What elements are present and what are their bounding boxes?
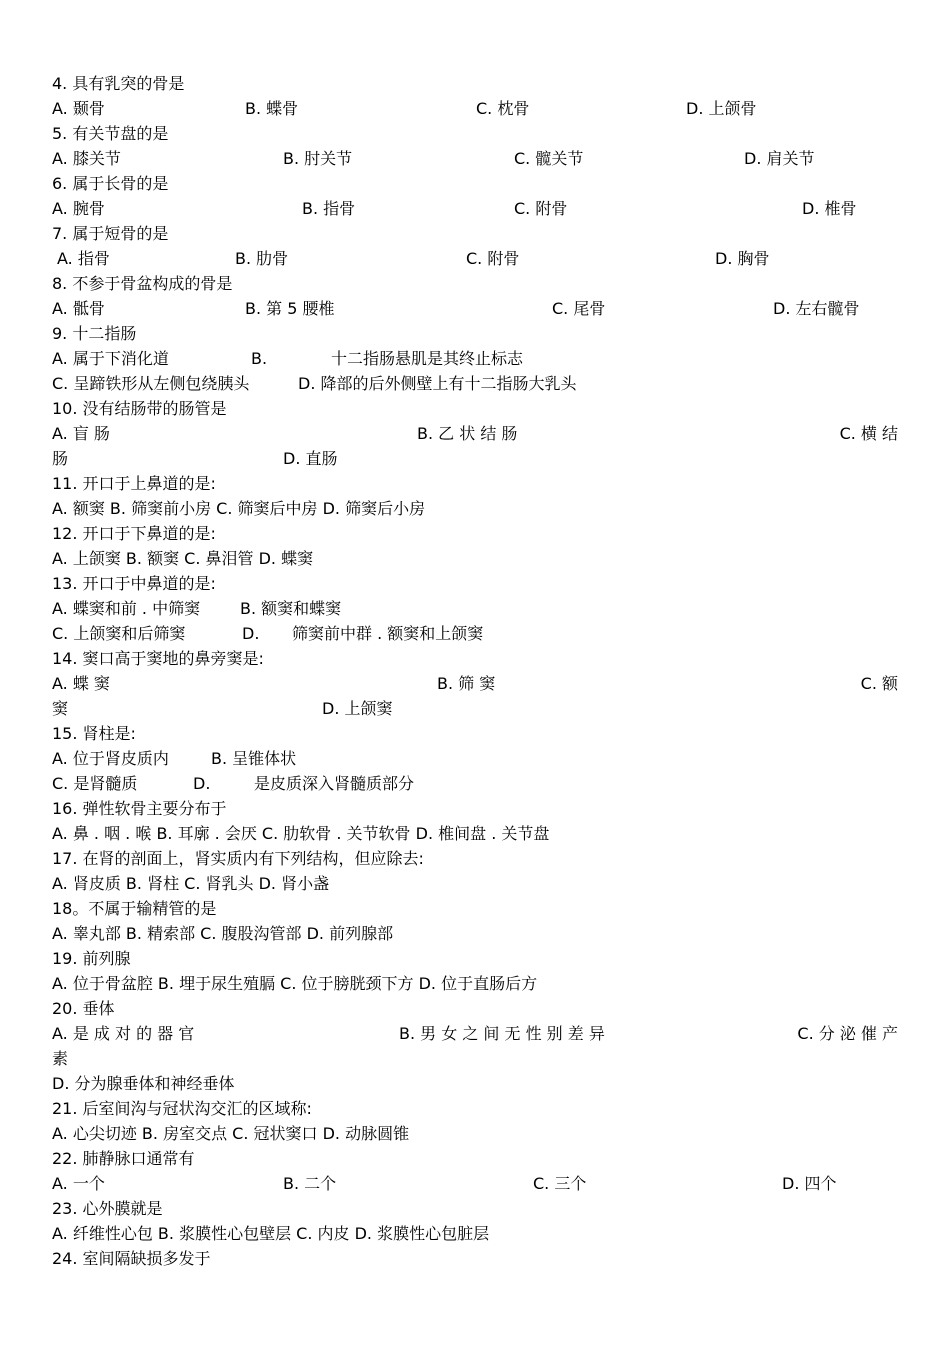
text-segment: B. 第 5 腰椎 [245,299,335,318]
text-segment: A. 位于骨盆腔 B. 埋于尿生殖膈 C. 位于膀胱颈下方 D. 位于直肠后方 [52,974,538,993]
text-line [0,796,950,821]
text-line [0,721,950,746]
text-line [0,971,950,996]
text-line [0,146,950,171]
text-segment: A. 一个 [52,1174,105,1193]
text-line [0,621,950,646]
text-segment: A. 肾皮质 B. 肾柱 C. 肾乳头 D. 肾小盏 [52,874,330,893]
text-segment: C. 尾骨 [552,299,606,318]
text-line [0,1121,950,1146]
text-segment: C. 上颌窦和后筛窦 [52,624,186,643]
text-line [0,121,950,146]
text-line [0,1146,950,1171]
text-line [0,746,950,771]
text-line [0,546,950,571]
text-line [0,446,950,471]
text-segment: 肠 [52,449,69,468]
text-segment: 17. 在肾的剖面上，肾实质内有下列结构，但应除去: [52,849,424,868]
text-segment: C. 呈蹄铁形从左侧包绕胰头 [52,374,250,393]
text-line [0,471,950,496]
text-segment: D. 降部的后外侧壁上有十二指肠大乳头 [298,374,577,393]
text-segment: D. 胸骨 [715,249,770,268]
text-segment: 22. 肺静脉口通常有 [52,1149,195,1168]
text-segment: C. 枕骨 [476,99,530,118]
text-segment: 20. 垂体 [52,999,115,1018]
text-line [0,1171,950,1196]
text-segment: D. 椎骨 [802,199,857,218]
text-line [0,571,950,596]
text-line [0,396,950,421]
text-line [0,71,950,96]
text-segment: 素 [52,1049,69,1068]
text-line [0,921,950,946]
text-line [0,596,950,621]
text-segment: B. 额窦和蝶窦 [240,599,342,618]
text-segment: B. 肘关节 [283,149,353,168]
text-segment: B. 男 女 之 间 无 性 别 差 异 [399,1024,605,1043]
text-segment: 23. 心外膜就是 [52,1199,163,1218]
text-segment: 6. 属于长骨的是 [52,174,169,193]
text-segment: C. 横 结 [839,424,898,443]
text-segment: 24. 室间隔缺损多发于 [52,1249,211,1268]
text-segment: B. 蝶骨 [245,99,299,118]
text-line [0,246,950,271]
text-line [0,171,950,196]
text-segment: D. [193,774,211,793]
text-segment: A. 额窦 B. 筛窦前小房 C. 筛窦后中房 D. 筛窦后小房 [52,499,426,518]
text-segment: D. 直肠 [283,449,338,468]
text-line [0,1196,950,1221]
text-segment: C. 分 泌 催 产 [797,1024,898,1043]
text-segment: 16. 弹性软骨主要分布于 [52,799,227,818]
text-segment: 5. 有关节盘的是 [52,124,169,143]
text-line [0,96,950,121]
text-line [0,821,950,846]
text-segment: A. 膝关节 [52,149,121,168]
text-segment: 15. 肾柱是: [52,724,136,743]
text-segment: 9. 十二指肠 [52,324,137,343]
text-segment: A. 颞骨 [52,99,105,118]
text-segment: A. 指骨 [57,249,110,268]
text-line [0,946,950,971]
text-segment: D. 分为腺垂体和神经垂体 [52,1074,235,1093]
text-segment: C. 三个 [533,1174,587,1193]
text-segment: A. 是 成 对 的 器 官 [52,1024,195,1043]
text-segment: D. [242,624,260,643]
text-segment: D. 左右髋骨 [773,299,860,318]
text-line [0,321,950,346]
text-segment: 14. 窦口高于窦地的鼻旁窦是: [52,649,264,668]
text-line [0,896,950,921]
text-line [0,671,950,696]
text-line [0,846,950,871]
text-segment: 筛窦前中群 . 额窦和上颌窦 [292,624,484,643]
text-line [0,1021,950,1046]
text-segment: A. 位于肾皮质内 [52,749,169,768]
text-segment: A. 骶骨 [52,299,105,318]
text-segment: 窦 [52,699,69,718]
text-line [0,771,950,796]
text-line [0,521,950,546]
text-line [0,1071,950,1096]
text-segment: 21. 后室间沟与冠状沟交汇的区域称: [52,1099,312,1118]
text-segment: A. 盲 肠 [52,424,110,443]
text-segment: A. 腕骨 [52,199,105,218]
text-segment: A. 上颌窦 B. 额窦 C. 鼻泪管 D. 蝶窦 [52,549,314,568]
text-segment: 4. 具有乳突的骨是 [52,74,185,93]
text-segment: C. 髋关节 [514,149,584,168]
text-segment: A. 睾丸部 B. 精索部 C. 腹股沟管部 D. 前列腺部 [52,924,394,943]
text-segment: 8. 不参于骨盆构成的骨是 [52,274,233,293]
text-line [0,1046,950,1071]
text-segment: B. [251,349,268,368]
text-segment: 11. 开口于上鼻道的是: [52,474,216,493]
text-line [0,421,950,446]
text-segment: D. 上颌窦 [322,699,393,718]
text-segment: 7. 属于短骨的是 [52,224,169,243]
text-line [0,1246,950,1271]
text-segment: D. 肩关节 [744,149,815,168]
text-segment: A. 心尖切迹 B. 房室交点 C. 冠状窦口 D. 动脉圆锥 [52,1124,410,1143]
text-segment: C. 是肾髓质 [52,774,138,793]
text-segment: A. 鼻 . 咽 . 喉 B. 耳廓 . 会厌 C. 肋软骨 . 关节软骨 D. 椎间盘 . 关节盘 [52,824,550,843]
text-segment: A. 蝶 窦 [52,674,110,693]
text-segment: 10. 没有结肠带的肠管是 [52,399,227,418]
text-segment: B. 指骨 [302,199,356,218]
text-segment: A. 属于下消化道 [52,349,169,368]
text-segment: 十二指肠悬肌是其终止标志 [331,349,524,368]
text-line [0,346,950,371]
text-segment: 19. 前列腺 [52,949,131,968]
text-line [0,496,950,521]
document-body [0,71,950,1271]
text-segment: 12. 开口于下鼻道的是: [52,524,216,543]
text-segment: B. 呈锥体状 [211,749,297,768]
text-line [0,371,950,396]
text-segment: B. 筛 窦 [437,674,496,693]
text-segment: B. 肋骨 [235,249,289,268]
text-line [0,696,950,721]
text-segment: 18。不属于输精管的是 [52,899,217,918]
text-line [0,271,950,296]
text-line [0,646,950,671]
text-segment: 13. 开口于中鼻道的是: [52,574,216,593]
text-segment: C. 附骨 [514,199,568,218]
text-line [0,1096,950,1121]
text-line [0,221,950,246]
text-segment: B. 乙 状 结 肠 [417,424,518,443]
text-segment: 是皮质深入肾髓质部分 [254,774,415,793]
text-segment: C. 附骨 [466,249,520,268]
text-segment: D. 四个 [782,1174,837,1193]
text-line [0,871,950,896]
text-segment: D. 上颌骨 [686,99,757,118]
text-line [0,196,950,221]
text-line [0,996,950,1021]
text-segment: B. 二个 [283,1174,337,1193]
text-segment: A. 纤维性心包 B. 浆膜性心包壁层 C. 内皮 D. 浆膜性心包脏层 [52,1224,490,1243]
text-line [0,1221,950,1246]
text-segment: A. 蝶窦和前 . 中筛窦 [52,599,201,618]
text-line [0,296,950,321]
text-segment: C. 额 [860,674,898,693]
